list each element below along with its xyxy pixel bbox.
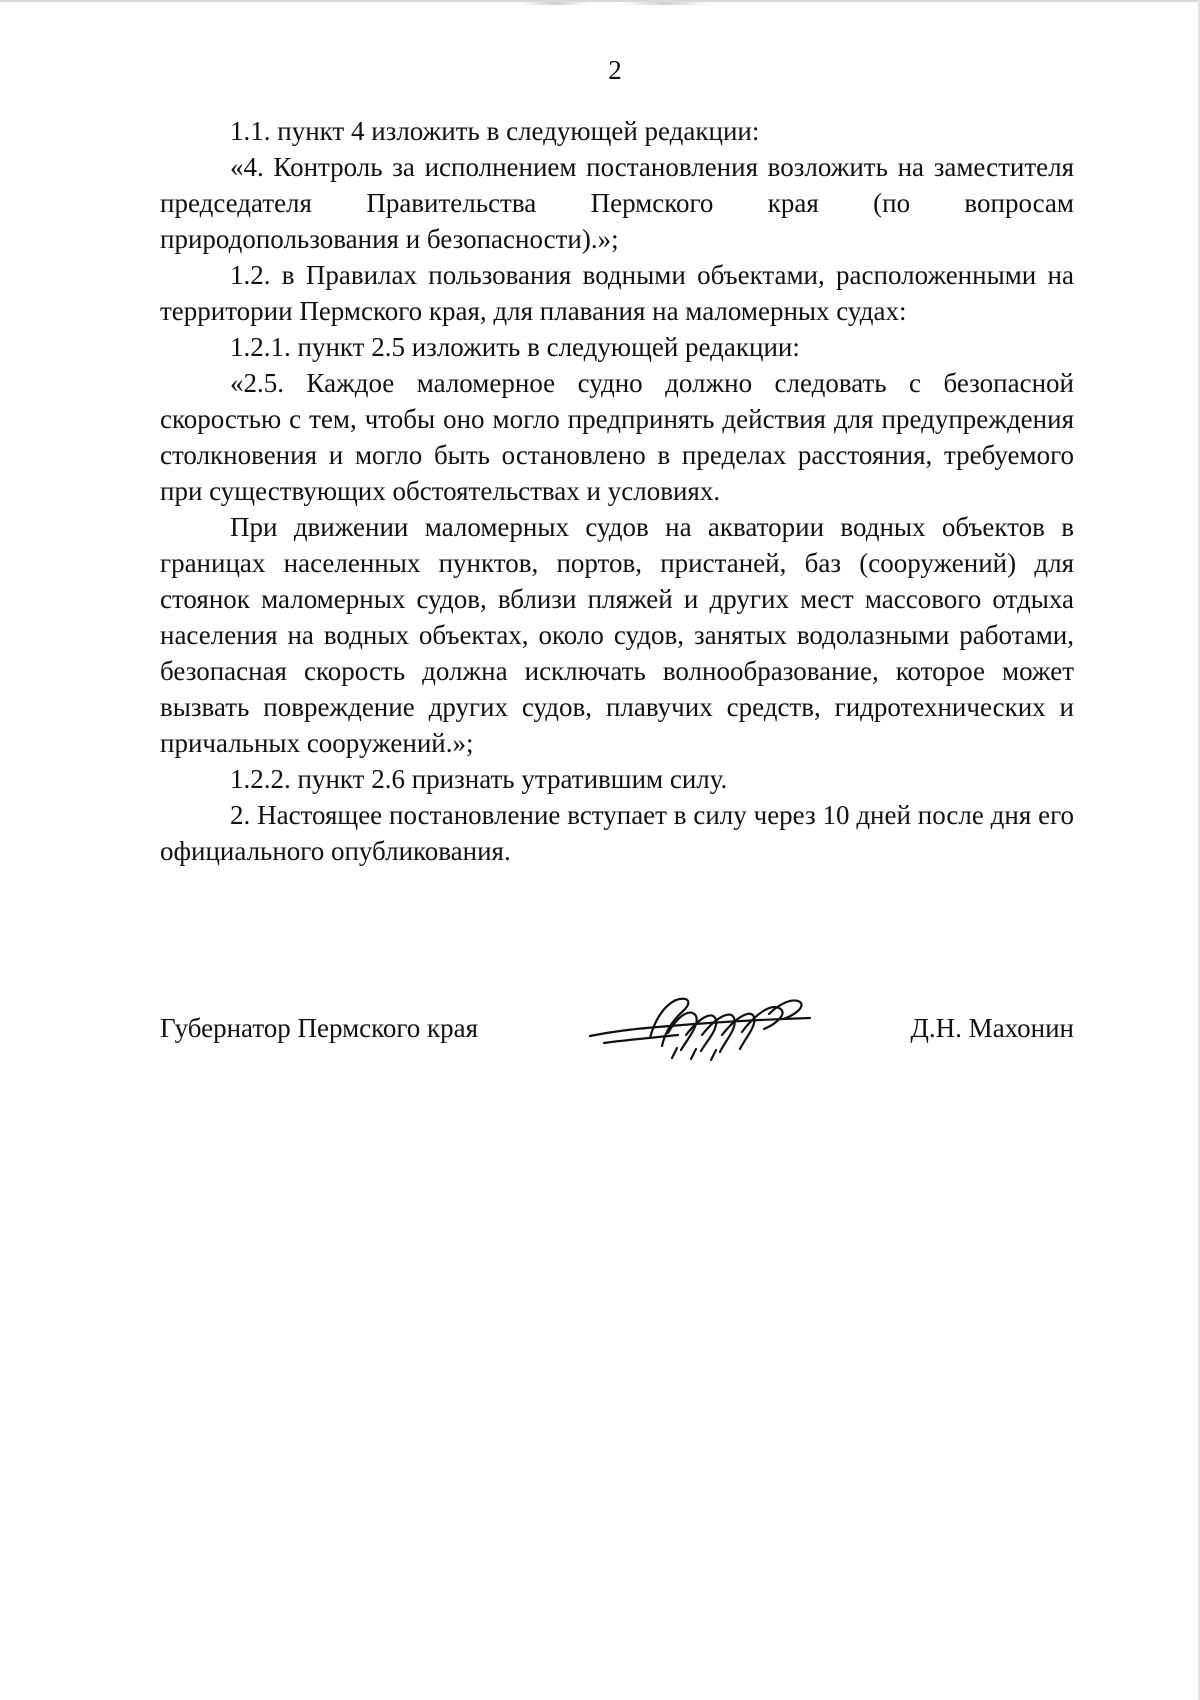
document-body [160,113,1074,869]
scan-edge-top [0,0,1200,2]
paragraph-1-1: 1.1. пункт 4 изложить в следующей редакции: [230,116,760,146]
scan-smudge [520,2,590,5]
page-number: 2 [608,55,622,85]
paragraph-1-2: 1.2. в Правилах пользования водными объектами, расположенными на территории Пермского края, для плавания на маломерных судах: [160,260,1074,326]
handwritten-signature-icon [580,988,830,1068]
paragraph-point-4: «4. Контроль за исполнением постановления возложить на заместителя председателя Правительства Пермского края (по вопросам природопользования и безопасности).»; [160,152,1074,254]
signer-title: Губернатор Пермского края [160,1013,479,1043]
paragraph-point-2-5-continued: При движении маломерных судов на акватории водных объектов в границах населенных пунктов, портов, пристаней, баз (сооружений) для стоянок маломерных судов, вблизи пляжей и других мест массового отдыха населения на водных объектах, около судов, занятых водолазными работами, безопасная скорость должна исключать волнообразование, которое может вызвать повреждение других судов, плавучих средств, гидротехнических и причальных сооружений.»; [160,512,1074,758]
scan-smudge [620,2,710,5]
paragraph-1-2-1: 1.2.1. пункт 2.5 изложить в следующей редакции: [230,332,800,362]
signer-name: Д.Н. Махонин [910,1013,1074,1043]
signature-block [160,1000,1074,1060]
paragraph-2: 2. Настоящее постановление вступает в силу через 10 дней после дня его официального опубликования. [160,800,1074,866]
paragraph-1-2-2: 1.2.2. пункт 2.6 признать утратившим силу. [230,764,728,794]
paragraph-point-2-5: «2.5. Каждое маломерное судно должно следовать с безопасной скоростью с тем, чтобы оно могло предпринять действия для предупреждения столкновения и могло быть остановлено в пределах расстояния, требуемого при существующих обстоятельствах и условиях. [160,368,1074,506]
